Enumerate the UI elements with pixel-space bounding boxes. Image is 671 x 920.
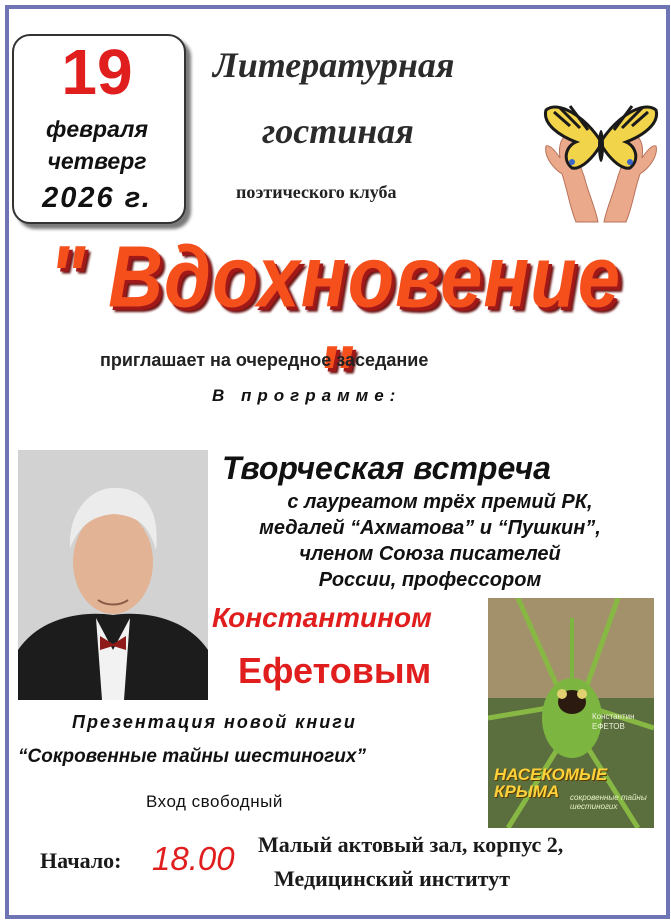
meeting-line: членом Союза писателей [299,543,561,565]
book-cover-photo [488,598,654,828]
portrait-illustration [18,450,208,700]
venue-line1: Малый актовый зал, корпус 2, [258,832,564,857]
guest-last-name: Ефетовым [238,650,432,691]
meeting-line: России, профессором [318,569,542,591]
start-label: Начало: [40,848,122,873]
meeting-line: с лауреатом трёх премий РК, [287,491,593,513]
presentation-line1: Презентация новой книги [72,712,357,732]
meeting-heading: Творческая встреча [222,450,551,486]
book-author: Константин ЕФЕТОВ [592,712,635,731]
date-weekday: четверг [47,148,147,174]
butterfly-hands-logo-icon [540,96,662,226]
start-time: 18.00 [152,840,235,877]
date-year: 2026 г. [42,182,152,214]
date-day: 19 [61,36,133,108]
club-name-title: " Вдохновение " [48,228,621,426]
meeting-line: медалей “Ахматова” и “Пушкин”, [259,517,601,539]
book-subtitle: сокровенные тайны шестиногих [570,793,647,811]
guest-first-name: Константином [212,602,432,633]
portrait-photo [18,450,208,700]
invite-text: приглашает на очередное заседание [100,350,429,370]
book-title-line1: НАСЕКОМЫЕ [494,765,608,784]
program-heading: В программе: [212,386,402,405]
date-month: февраля [45,116,148,142]
entry-text: Вход свободный [146,792,283,811]
venue-line2: Медицинский институт [274,866,510,891]
presentation-line2: “Сокровенные тайны шестиногих” [18,746,366,767]
header-line2: гостиная [262,111,414,151]
header-line1: Литературная [213,45,455,85]
header-club: поэтического клуба [236,182,397,202]
book-title-line2: КРЫМА [494,782,560,801]
